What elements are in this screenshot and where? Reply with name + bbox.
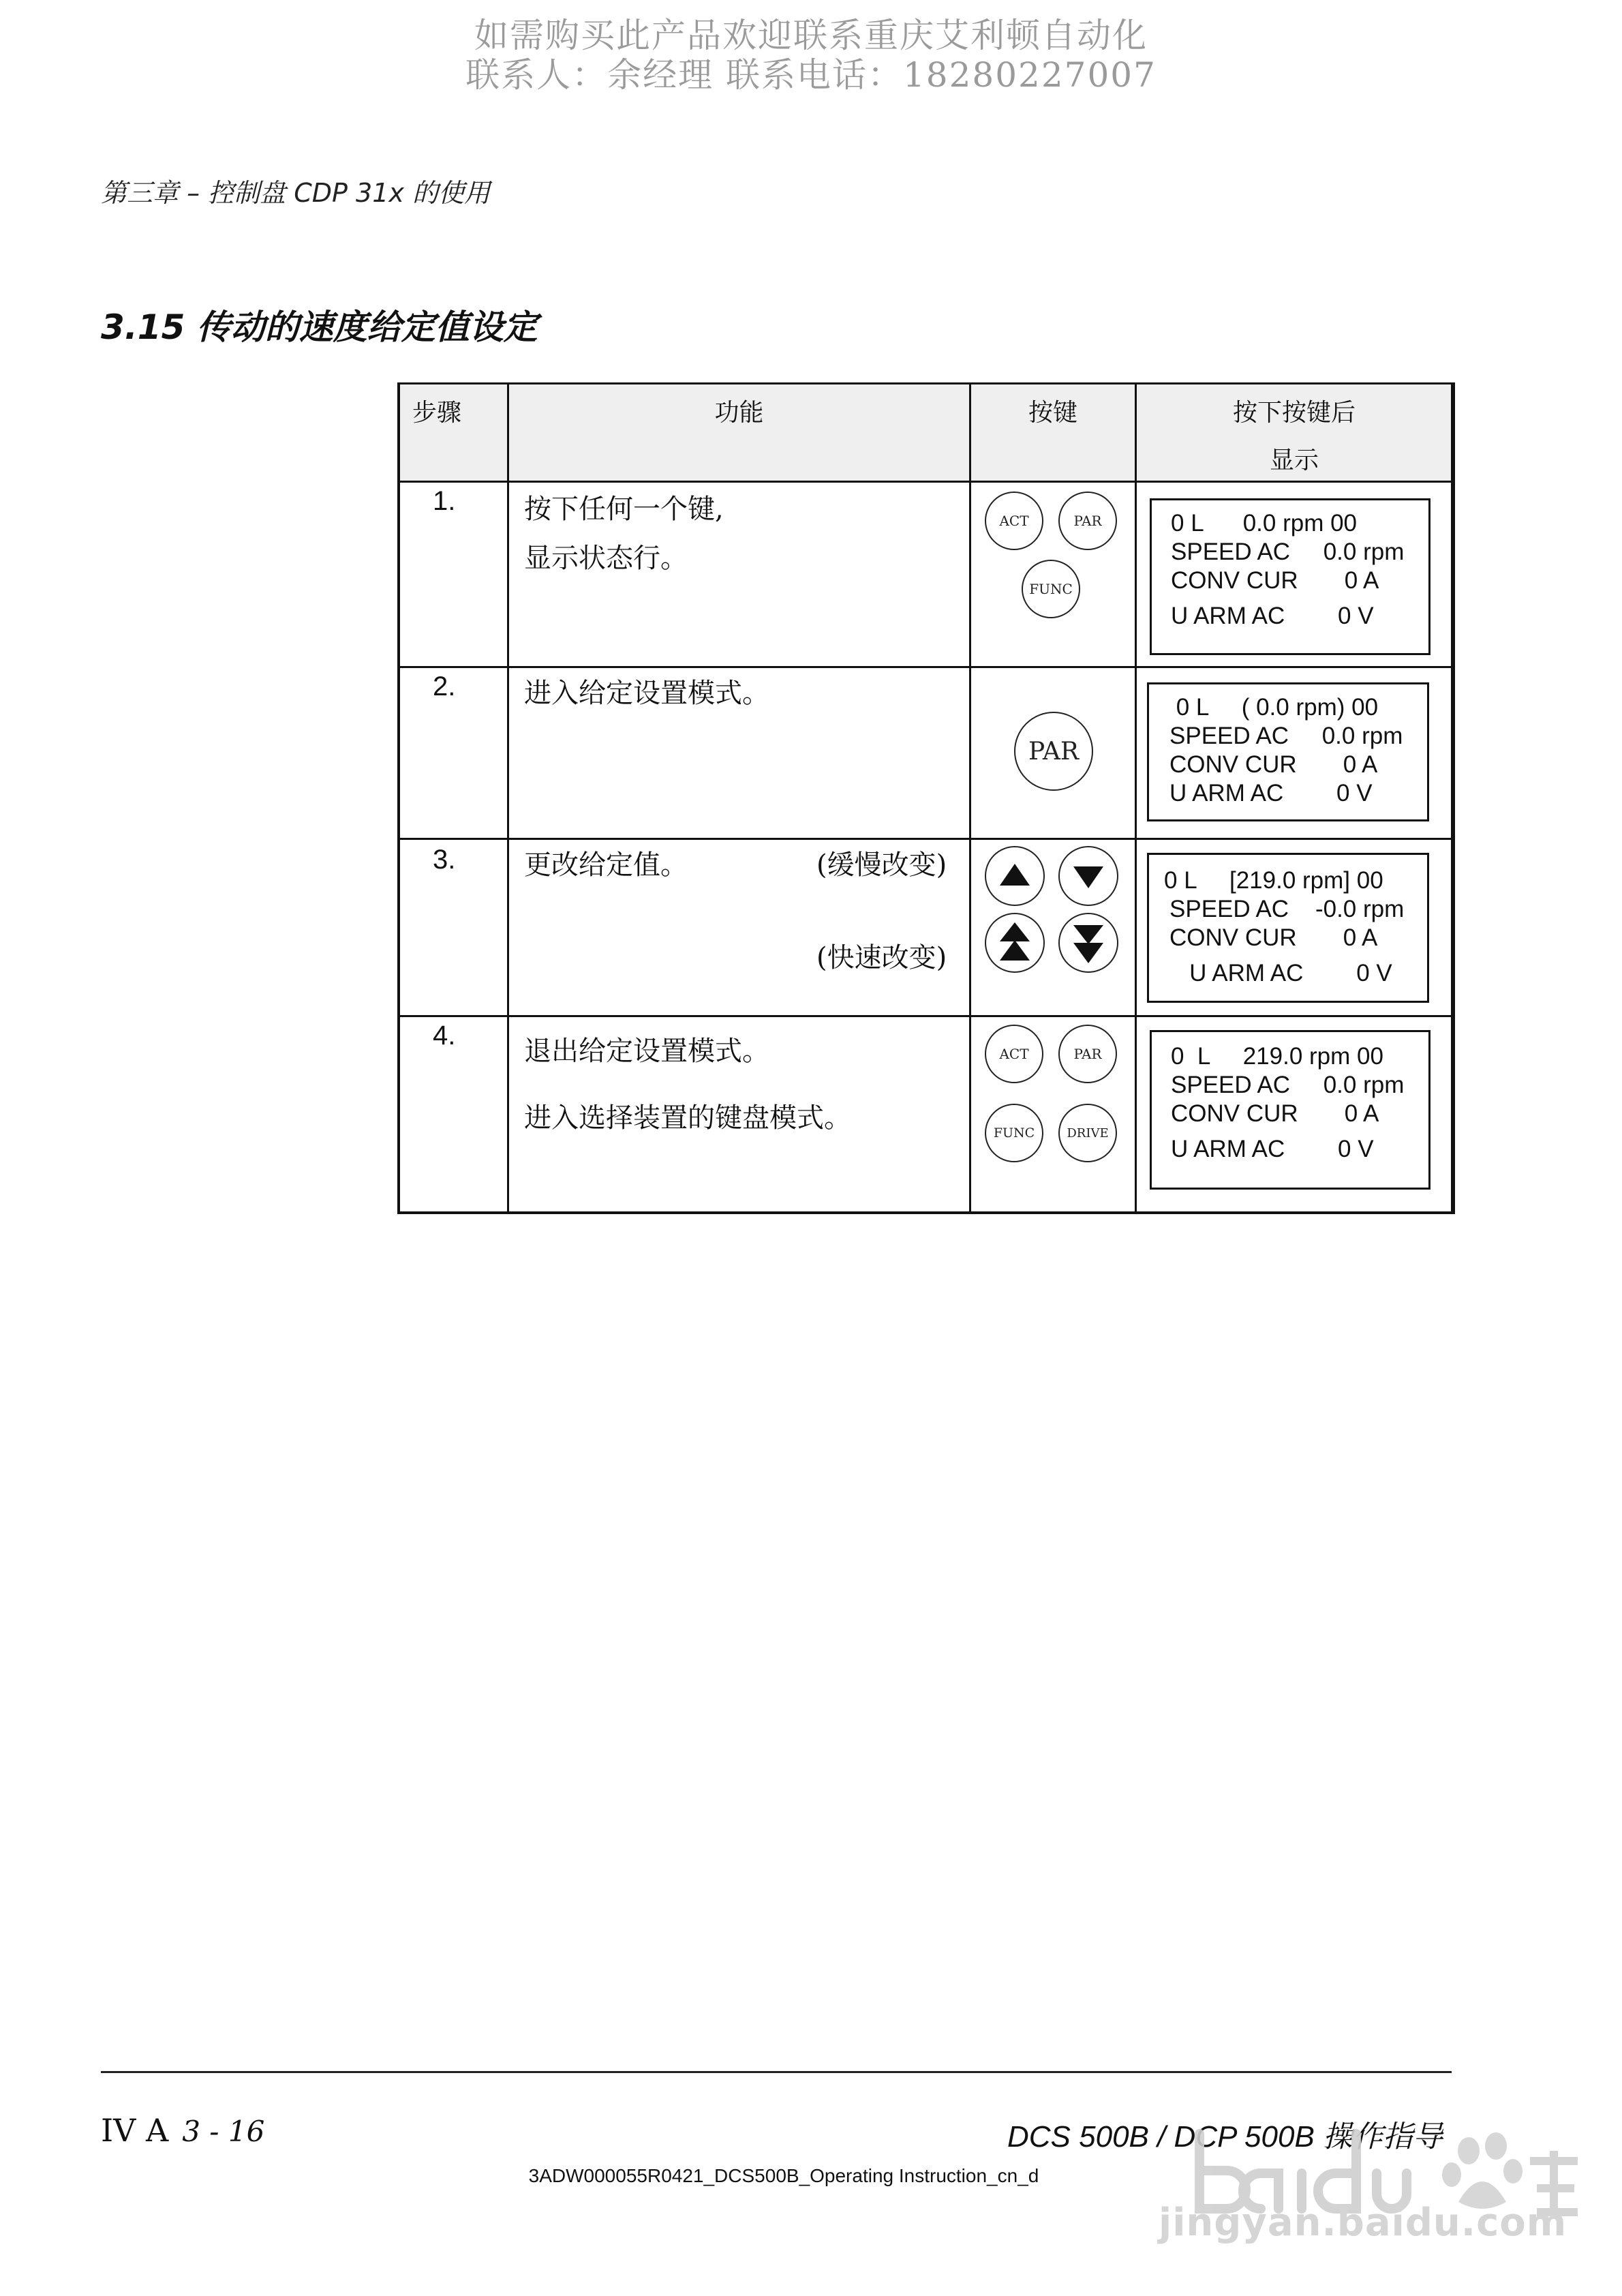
column-header-function: 功能 <box>714 399 764 427</box>
speed-reference-table <box>397 382 1455 1214</box>
fast-down-arrow-key <box>1058 913 1118 973</box>
drive-key: DRIVE <box>1058 1104 1117 1162</box>
step-number: 1. <box>433 486 456 516</box>
down-arrow-icon <box>1068 856 1109 896</box>
column-header-keys: 按键 <box>1028 399 1077 427</box>
watermark-line-2: 联系人：余经理 联系电话：18280227007 <box>465 55 1157 95</box>
display-line: U ARM AC 0 V <box>1169 780 1373 806</box>
display-line: U ARM AC 0 V <box>1171 1136 1374 1162</box>
column-header-after-press: 按下按键后 <box>1232 399 1356 427</box>
function-line: 进入给定设置模式。 <box>524 678 769 709</box>
column-header-display: 显示 <box>1269 447 1319 474</box>
display-line: CONV CUR 0 A <box>1169 924 1378 951</box>
up-arrow-icon <box>994 856 1035 896</box>
function-text <box>524 841 688 890</box>
func-key: FUNC <box>985 1104 1043 1162</box>
display-line: SPEED AC 0.0 rpm <box>1171 1072 1405 1098</box>
up-arrow-key <box>985 846 1045 906</box>
lcd-display <box>1147 853 1429 1003</box>
func-key: FUNC <box>1022 560 1080 618</box>
display-line: CONV CUR 0 A <box>1169 751 1378 778</box>
function-text <box>524 485 724 583</box>
slow-change-label: (缓慢改变) <box>816 849 947 881</box>
function-line: 按下任何一个键, <box>524 494 724 525</box>
section-title: 3.15 传动的速度给定值设定 <box>101 307 538 347</box>
footer-page-number: 3 - 16 <box>182 2115 265 2148</box>
footer-rule <box>101 2071 1452 2073</box>
lcd-display <box>1150 498 1430 655</box>
footer-section: IV A <box>101 2112 169 2149</box>
double-up-arrow-icon <box>994 921 1035 965</box>
step-number: 2. <box>433 671 456 701</box>
footer-page-label <box>101 2112 264 2149</box>
watermark-url: jingyan.baidu.com <box>1159 2201 1567 2245</box>
par-key: PAR <box>1014 712 1093 791</box>
display-line: SPEED AC 0.0 rpm <box>1171 539 1405 565</box>
footer-doc-title: DCS 500B / DCP 500B 操作指导 <box>1007 2120 1443 2154</box>
step-number: 4. <box>433 1021 456 1051</box>
chapter-header: 第三章 – 控制盘 CDP 31x 的使用 <box>101 178 490 208</box>
watermark-line-1: 如需购买此产品欢迎联系重庆艾利顿自动化 <box>474 16 1148 55</box>
function-line: 显示状态行。 <box>524 543 688 574</box>
step-number: 3. <box>433 845 456 875</box>
display-line: 0 L 219.0 rpm 00 <box>1171 1043 1383 1070</box>
double-down-arrow-icon <box>1068 921 1109 965</box>
par-key: PAR <box>1058 1025 1117 1083</box>
function-line: 更改给定值。 <box>524 849 688 881</box>
act-key: ACT <box>985 492 1043 550</box>
display-line: CONV CUR 0 A <box>1171 567 1379 594</box>
lcd-display <box>1147 682 1429 821</box>
footer-doc-id: 3ADW000055R0421_DCS500B_Operating Instruction_cn_d <box>528 2165 1039 2186</box>
lcd-display <box>1150 1030 1430 1190</box>
display-line: 0 L [219.0 rpm] 00 <box>1164 867 1383 894</box>
display-line: U ARM AC 0 V <box>1171 603 1374 629</box>
display-line: 0 L ( 0.0 rpm) 00 <box>1169 694 1379 721</box>
down-arrow-key <box>1058 846 1118 906</box>
fast-up-arrow-key <box>985 913 1045 973</box>
column-header-step: 步骤 <box>412 399 462 427</box>
display-line: SPEED AC 0.0 rpm <box>1169 723 1403 749</box>
function-text <box>524 1018 851 1151</box>
par-key: PAR <box>1058 492 1117 550</box>
display-line: CONV CUR 0 A <box>1171 1100 1379 1127</box>
fast-change-label: (快速改变) <box>816 942 947 973</box>
act-key: ACT <box>985 1025 1043 1083</box>
function-line: 退出给定设置模式。 <box>524 1036 769 1067</box>
function-text <box>524 669 769 718</box>
display-line: 0 L 0.0 rpm 00 <box>1171 510 1358 537</box>
display-line: U ARM AC 0 V <box>1169 960 1392 986</box>
function-line: 进入选择装置的键盘模式。 <box>524 1102 851 1134</box>
display-line: SPEED AC -0.0 rpm <box>1169 896 1405 922</box>
